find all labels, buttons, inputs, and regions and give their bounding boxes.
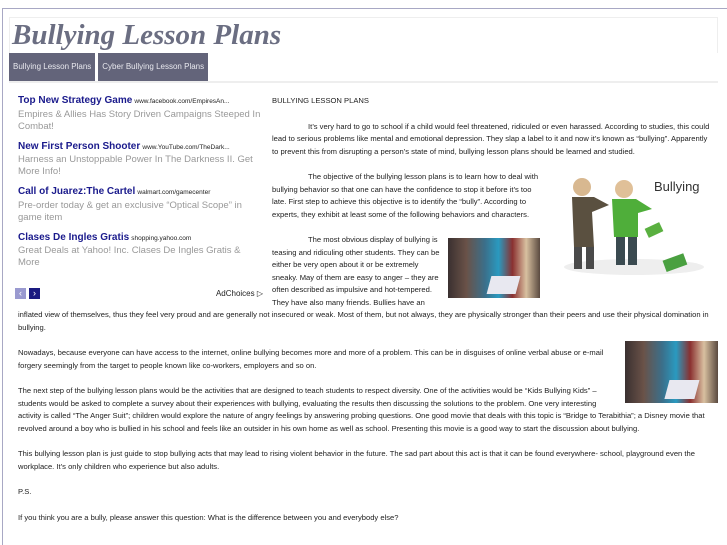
ad-title[interactable]: Call of Juarez:The Cartel: [18, 186, 136, 197]
ad-pager: [15, 288, 40, 299]
ad-item[interactable]: [18, 141, 263, 179]
article-paragraph: It’s very hard to go to school if a child would feel threatened, ridiculed or even harassed. According to studies, this could lead to serious problems like mental and emotional depression. They slap a label to it and now it’s known as “bullying”. Apparently to prevent this from disrupting a person’s state of mind, bullying lesson plans should be learned and studied.: [272, 121, 710, 156]
header: [9, 17, 718, 53]
ad-description: Harness an Unstoppable Power In The Darkness II. Get More Info!: [18, 154, 253, 177]
nav-bullying-lesson-plans[interactable]: Bullying Lesson Plans: [9, 53, 95, 81]
article-paragraph: The next step of the bullying lesson plans would be the activities that are designed to teach students to respect diversity. One of the activities would be “Kids Bullying Kids” – students would be asked to complete a survey about their experiences with bullying, evaluating the results then discussing the solutions to the problem. One very interesting activity is called “The Anger Suit”; children would explore the nature of angry feelings by answering probing questions. One good movie that deals with this topic is “Bridge to Terabithia”; a Disney movie that revolved around a boy who is bullied in his school and feels like an outsider in his own home as well as school. Presenting this movie is a good way to start the discussion about bullying.: [18, 386, 705, 433]
article-paragraph: If you think you are a bully, please answer this question: What is the difference between you and everybody else?: [18, 512, 399, 522]
ad-block: [18, 95, 263, 303]
students-laptop-image: [448, 238, 540, 298]
ad-title[interactable]: Clases De Ingles Gratis: [18, 231, 130, 243]
bullying-illustration: [554, 167, 714, 279]
article-paragraph: This bullying lesson plan is just guide to stop bullying acts that may lead to rising violent behavior in the future. The sad part about this act is that it can be found everywhere- school, playground even the workplace. It’s only children who experience but also adults.: [18, 449, 695, 471]
ad-url[interactable]: www.YouTube.com/TheDark...: [142, 143, 230, 151]
ad-title[interactable]: New First Person Shooter: [18, 140, 141, 152]
bullying-image-label: Bullying: [654, 179, 700, 194]
site-title[interactable]: Bullying Lesson Plans: [12, 19, 282, 51]
ad-description: Empires & Allies Has Story Driven Campaigns Steeped In Combat!: [18, 108, 261, 132]
ad-description: Great Deals at Yahoo! Inc. Clases De Ingles Gratis & More: [18, 245, 241, 268]
article-paragraph: Nowadays, because everyone can have access to the internet, online bullying becomes more and more of a problem. This can be in disguises of online verbal abuse or e-mail forgery seemingly from the target to people known like co-workers, employers and so on.: [18, 348, 604, 370]
ad-title[interactable]: Top New Strategy Game: [18, 95, 133, 106]
students-laptop-image-2: [625, 341, 718, 403]
ad-description: Pre-order today & get an exclusive “Optical Scope” in game item: [18, 199, 242, 223]
nav-cyber-bullying-lesson-plans[interactable]: Cyber Bullying Lesson Plans: [98, 53, 208, 81]
article-paragraph: The most obvious display of bullying is teasing and ridiculing other students. They can be either be very open about it or be extremely sneaky. May of them are easy to anger – they are often described as impulsive and hot-tempered. They have also many friends. Bullies have an inflated view of themselves, thus they feel very proud and are generally not insecured or weak. Most of them, but not always, they are physically stronger than their peers and use their physical domination in bullying.: [18, 235, 709, 332]
page: [9, 17, 718, 537]
ad-next-button[interactable]: ›: [29, 288, 40, 299]
main-nav: [9, 53, 718, 83]
ad-url[interactable]: walmart.com/gamecenter: [137, 189, 211, 196]
adchoices-link[interactable]: AdChoices ▷: [215, 288, 263, 298]
page-border-left: [2, 8, 3, 545]
article-heading: BULLYING LESSON PLANS: [272, 96, 369, 105]
article-paragraph: The objective of the bullying lesson plans is to learn how to deal with bullying behavior so that one can have the confidence to stop it before it’s too late. First step to achieve this objective is to identify the “bully”. According to experts, they exhibit at least some of the following behaviors and characters.: [272, 172, 539, 219]
ad-url[interactable]: shopping.yahoo.com: [131, 234, 192, 242]
ad-item[interactable]: [18, 186, 263, 224]
page-border-top: [2, 8, 727, 9]
ad-prev-button[interactable]: ‹: [15, 288, 26, 299]
ad-item[interactable]: [18, 232, 263, 270]
article-paragraph: P.S.: [18, 487, 32, 496]
ad-url[interactable]: www.facebook.com/EmpiresAn...: [134, 98, 230, 105]
ad-item[interactable]: [18, 95, 263, 133]
content: [9, 83, 718, 524]
